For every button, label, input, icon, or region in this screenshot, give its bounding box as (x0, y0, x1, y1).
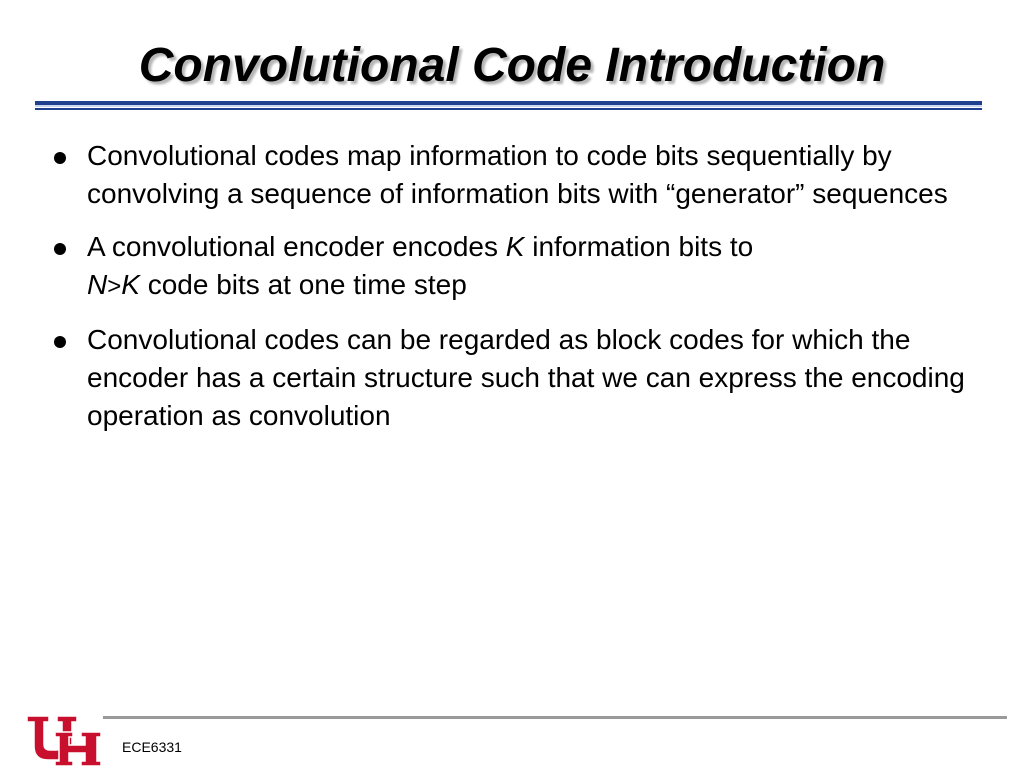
bullet-item (44, 137, 974, 213)
title-divider-light-band (35, 105, 982, 107)
bullet-list (44, 137, 974, 450)
bullet-item (44, 228, 974, 306)
variable-k: K (505, 231, 525, 262)
variable-k: K (121, 269, 140, 300)
bullet-text-part: code bits at one time step (139, 269, 467, 300)
variable-n: N (87, 269, 108, 300)
bullet-dot-icon (54, 336, 66, 348)
bullet-item (44, 321, 974, 435)
uh-logo-icon (25, 714, 103, 768)
title-divider-thin-band (35, 108, 982, 110)
greater-than-symbol: > (107, 273, 122, 300)
bullet-dot-icon (54, 243, 66, 255)
bullet-text: Convolutional codes map information to code bits sequentially by convolving a sequence of information bits with “generator” sequences (87, 140, 948, 209)
university-logo (25, 714, 103, 768)
bullet-dot-icon (54, 152, 66, 164)
title-divider (35, 101, 982, 111)
bullet-text-part: A convolutional encoder encodes (87, 231, 506, 262)
bullet-text-part: information bits to (524, 231, 754, 262)
slide-title: Convolutional Code Introduction (138, 39, 886, 92)
uh-logo-h-shape (55, 732, 101, 766)
bullet-text: Convolutional codes can be regarded as block codes for which the encoder has a certain structure such that we can express the encoding operation as convolution (87, 324, 965, 431)
footer-course-label: ECE6331 (122, 739, 182, 755)
footer-divider (103, 716, 1007, 719)
